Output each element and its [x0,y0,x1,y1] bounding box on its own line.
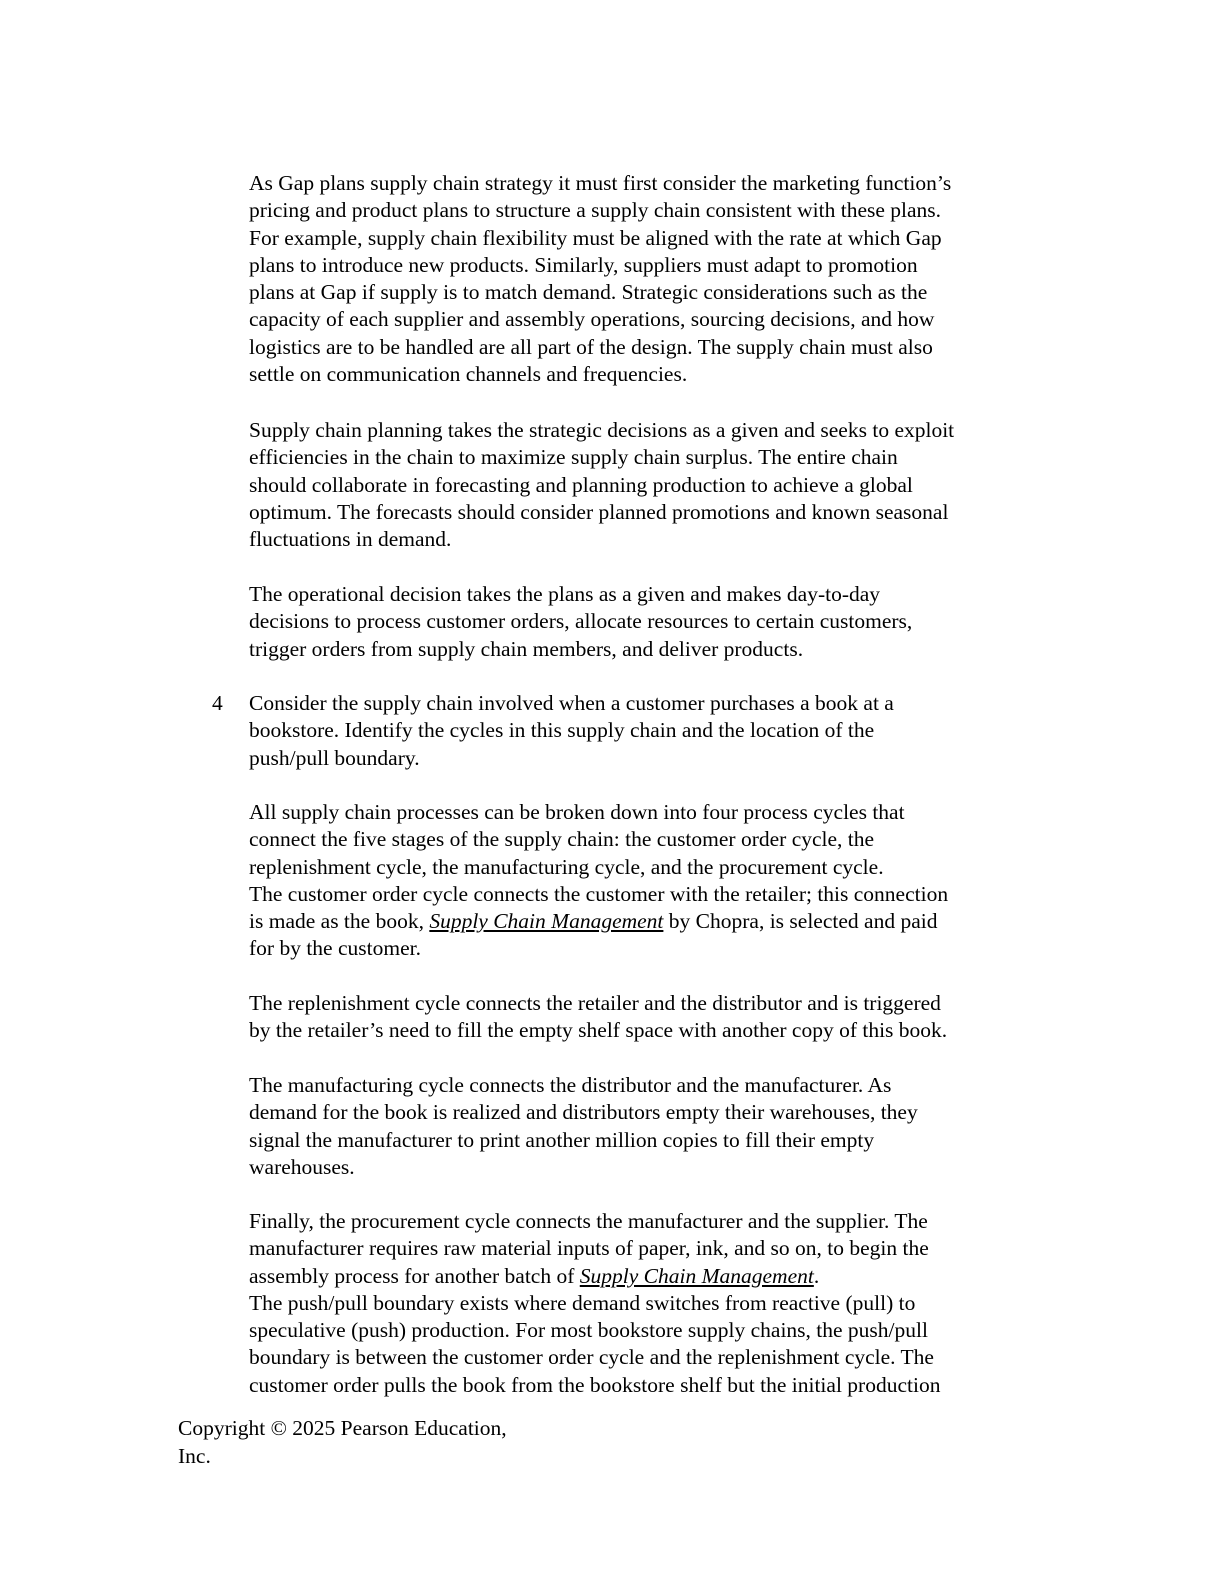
paragraph-planning [249,417,1049,553]
question-text [249,690,1049,772]
paragraph-replenishment [249,990,1049,1045]
text-line: trigger orders from supply chain members, and deliver products. [249,636,804,661]
text-line: The manufacturing cycle connects the distributor and the manufacturer. As [249,1073,892,1097]
text-segment: . [813,1263,820,1288]
text-line: warehouses. [249,1154,355,1179]
paragraph-cycles [249,799,1049,963]
paragraph-procurement [249,1208,1049,1399]
paragraph-operational [249,581,1049,663]
text-line: As Gap plans supply chain strategy it must first consider the marketing function’s [249,171,952,195]
text-line: demand for the book is realized and distributors empty their warehouses, they [249,1100,918,1125]
text-line: Finally, the procurement cycle connects the manufacturer and the supplier. The [249,1209,928,1233]
text-line: bookstore. Identify the cycles in this supply chain and the location of the [249,718,875,743]
text-line: for by the customer. [249,936,421,961]
text-line: capacity of each supplier and assembly operations, sourcing decisions, and how [249,307,935,332]
text-line: customer order pulls the book from the bookstore shelf but the initial production [249,1372,941,1397]
text-line: replenishment cycle, the manufacturing cycle, and the procurement cycle. [249,854,884,879]
text-line: Supply chain planning takes the strategic decisions as a given and seeks to exploit [249,418,955,442]
text-line: manufacturer requires raw material inputs of paper, ink, and so on, to begin the [249,1236,929,1261]
text-line: plans at Gap if supply is to match demand. Strategic considerations such as the [249,280,928,305]
text-line [249,908,1049,935]
text-line: efficiencies in the chain to maximize supply chain surplus. The entire chain [249,445,898,470]
book-title: Supply Chain Management [579,1263,814,1288]
text-line: pricing and product plans to structure a supply chain consistent with these plans. [249,198,942,223]
copyright-line: Copyright © 2025 Pearson Education, [178,1416,507,1440]
text-line: decisions to process customer orders, allocate resources to certain customers, [249,609,913,634]
paragraph-strategy [249,170,1049,388]
text-line: The customer order cycle connects the customer with the retailer; this connection [249,881,949,906]
text-line: should collaborate in forecasting and planning production to achieve a global [249,472,913,497]
text-line: boundary is between the customer order cycle and the replenishment cycle. The [249,1345,934,1370]
copyright-line: Inc. [178,1444,211,1468]
text-line: The replenishment cycle connects the retailer and the distributor and is triggered [249,991,941,1015]
text-line: signal the manufacturer to print another million copies to fill their empty [249,1127,875,1152]
text-line: For example, supply chain flexibility must be aligned with the rate at which Gap [249,225,942,250]
text-segment: assembly process for another batch of [249,1263,580,1288]
text-line: connect the five stages of the supply chain: the customer order cycle, the [249,827,875,852]
text-segment: by Chopra, is selected and paid [663,909,938,934]
text-line: The push/pull boundary exists where demand switches from reactive (pull) to [249,1290,916,1315]
text-line: plans to introduce new products. Similarly, suppliers must adapt to promotion [249,252,918,277]
text-line: speculative (push) production. For most bookstore supply chains, the push/pull [249,1318,928,1343]
text-line: Consider the supply chain involved when a customer purchases a book at a [249,691,894,715]
text-segment: is made as the book, [249,909,430,934]
text-line: fluctuations in demand. [249,527,452,552]
text-line: All supply chain processes can be broken down into four process cycles that [249,800,905,824]
paragraph-manufacturing [249,1072,1049,1181]
text-line: logistics are to be handled are all part of the design. The supply chain must also [249,334,933,359]
text-line: settle on communication channels and frequencies. [249,362,688,387]
copyright-footer [178,1414,507,1470]
text-line: The operational decision takes the plans as a given and makes day-to-day [249,582,881,606]
book-title: Supply Chain Management [429,909,664,934]
text-line [249,1263,1049,1290]
text-line: optimum. The forecasts should consider planned promotions and known seasonal [249,499,949,524]
text-line: push/pull boundary. [249,745,420,770]
question-number: 4 [212,691,223,715]
text-line: by the retailer’s need to fill the empty shelf space with another copy of this book. [249,1018,948,1043]
